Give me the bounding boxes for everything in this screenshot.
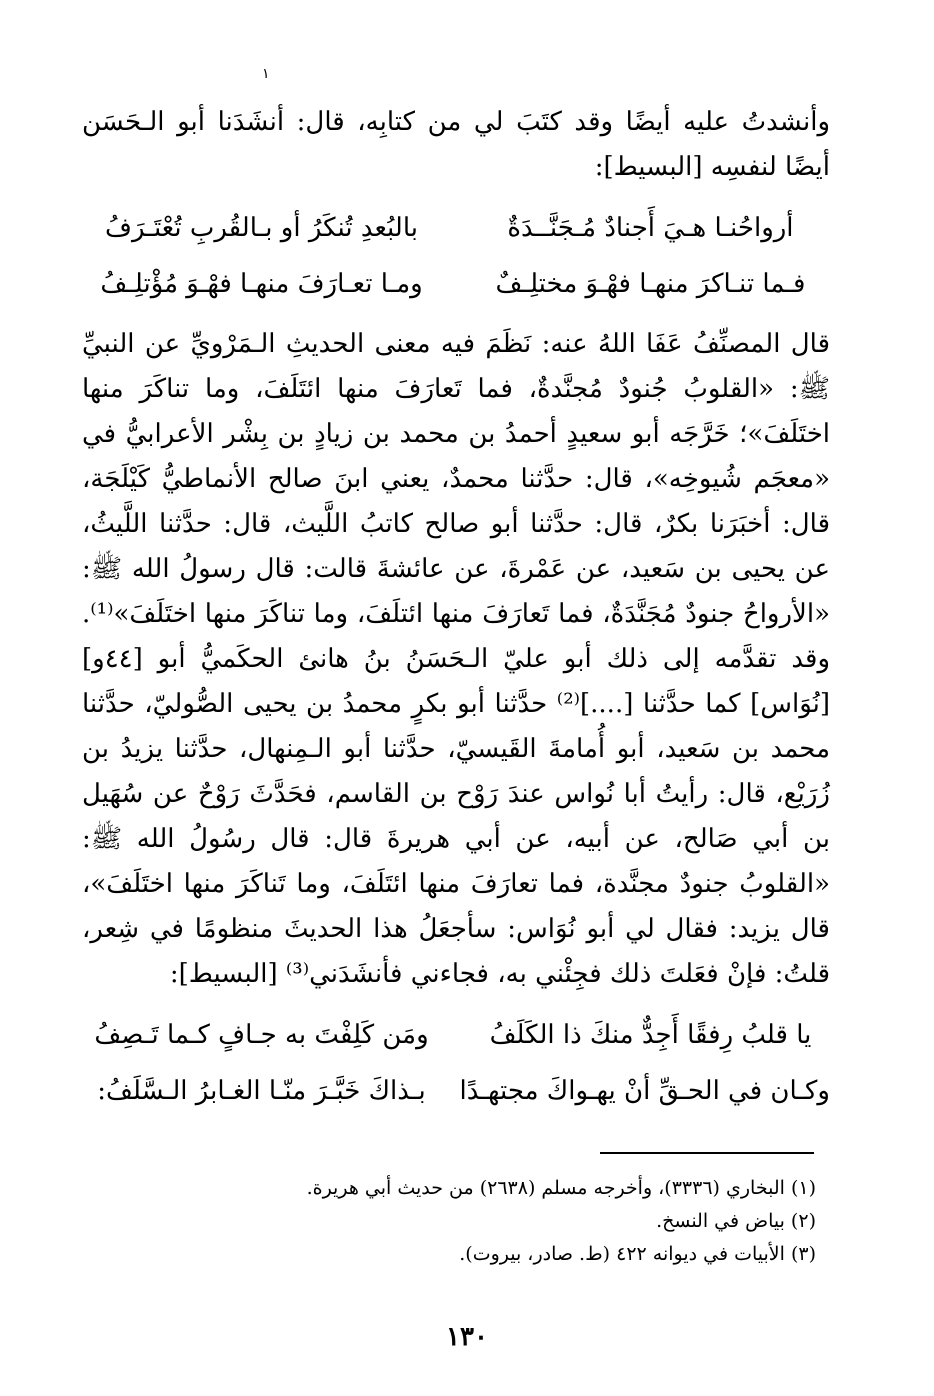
footnote-2: (٢) بياض في النسخ. — [656, 1210, 816, 1232]
hemistich-first: يا قلبُ رِفقًا أَجِدٌّ منكَ ذا الكَلَفُ — [489, 1019, 812, 1050]
main-text — [82, 100, 830, 1129]
verse — [82, 200, 830, 256]
hemistich-first: وكـان في الحـقِّ أنْ يهـواكَ مجتهـدًا — [459, 1075, 830, 1106]
verse — [82, 1063, 830, 1119]
hemistich-second: ومـا تعـارَفَ منهـا فهْـوَ مُؤْتلِـفُ — [100, 268, 423, 299]
poem-2 — [82, 1007, 830, 1119]
main-paragraph: قال المصنِّفُ عَفَا اللهُ عنه: نَظَمَ فيه معنى الحديثِ الـمَرْويِّ عن النبيِّ ﷺ: «القلوبُ جُنودٌ مُجنَّدةٌ، فما تَعارَفَ منها ائتَلَفَ، وما تناكَرَ منها اختَلَفَ»؛ خَرَّجَه أبو سعيدٍ أحمدُ بن محمد بن زيادٍ بن بِشْر الأعرابيُّ في «معجَم شُيوخِه»، قال: حدَّثنا محمدٌ، يعني ابنَ صالح الأنماطيُّ كَيْلَجَة، قال: أخبَرَنا بكرٌ، قال: حدَّثنا أبو صالح كاتبُ اللَّيث، قال: حدَّثنا اللَّيثُ، عن يحيى بن سَعيد، عن عَمْرةَ، عن عائشةَ قالت: قال رسولُ الله ﷺ: «الأرواحُ جنودٌ مُجَنَّدَةٌ، فما تَعارَفَ منها ائتلَفَ، وما تناكَرَ منها اختَلَفَ»⁽¹⁾. وقد تقدَّمه إلى ذلك أبو عليّ الـحَسَنُ بنُ هانئ الحكَميُّ أبو [٤٤و] [نُوَاس] كما حدَّثنا [....]⁽²⁾ حدَّثنا أبو بكرٍ محمدُ بن يحيى الصُّوليّ، حدَّثنا محمد بن سَعيد، أبو أُمامةَ القَيسيّ، حدَّثنا أبو الـمِنهال، حدَّثنا يزيدُ بن زُرَيْع، قال: رأيتُ أبا نُواس عندَ رَوْح بن القاسم، فحَدَّثَ رَوْحٌ عن سُهَيل بن أبي صَالح، عن أبيه، عن أبي هريرةَ قال: قال رسُولُ الله ﷺ: «القلوبُ جنودٌ مجنَّدة، فما تعارَفَ منها ائتَلَفَ، وما تَناكَرَ منها اختَلَفَ»، قال يزيد: فقال لي أبو نُوَاس: سأجعَلُ هذا الحديثَ منظومًا في شِعر، قلتُ: فإنْ فعَلتَ ذلك فجِئْني به، فجاءني فأنشَدَني⁽³⁾ [البسيط]: — [82, 329, 830, 989]
verse — [82, 1007, 830, 1063]
hemistich-second: بالبُعدِ تُنكَرُ أو بـالقُربِ تُعْتَـرَفُ — [105, 212, 418, 243]
poem-1 — [82, 200, 830, 312]
hemistich-second: بـذاكَ خَبَّـرَ منّـا الغـابرُ الـسَّلَفُ: — [97, 1075, 426, 1106]
footnotes — [100, 1172, 816, 1271]
hemistich-second: ومَن كَلِفْتَ به جـافٍ كـما تَـصِفُ — [94, 1019, 429, 1050]
footnote-1: (١) البخاري (٣٣٣٦)، وأخرجه مسلم (٢٦٣٨) من حديث أبي هريرة. — [306, 1177, 816, 1199]
top-mark: ١ — [262, 66, 270, 82]
footnote-3: (٣) الأبيات في ديوانه ٤٢٢ (ط. صادر، بيروت). — [459, 1243, 816, 1265]
hemistich-first: فـما تنـاكرَ منهـا فهْـوَ مختلِـفٌ — [495, 268, 806, 299]
page-number: ١٣٠ — [446, 1322, 488, 1352]
hemistich-first: أرواحُنـا هـيَ أَجنادٌ مُـجَنَّــدَةٌ — [507, 212, 794, 243]
intro-paragraph: وأنشدتُ عليه أيضًا وقد كتَبَ لي من كتابِه، قال: أنشَدَنا أبو الـحَسَن أيضًا لنفسِه [البسيط]: — [82, 107, 830, 182]
footnote-divider — [600, 1152, 814, 1154]
verse — [82, 256, 830, 312]
